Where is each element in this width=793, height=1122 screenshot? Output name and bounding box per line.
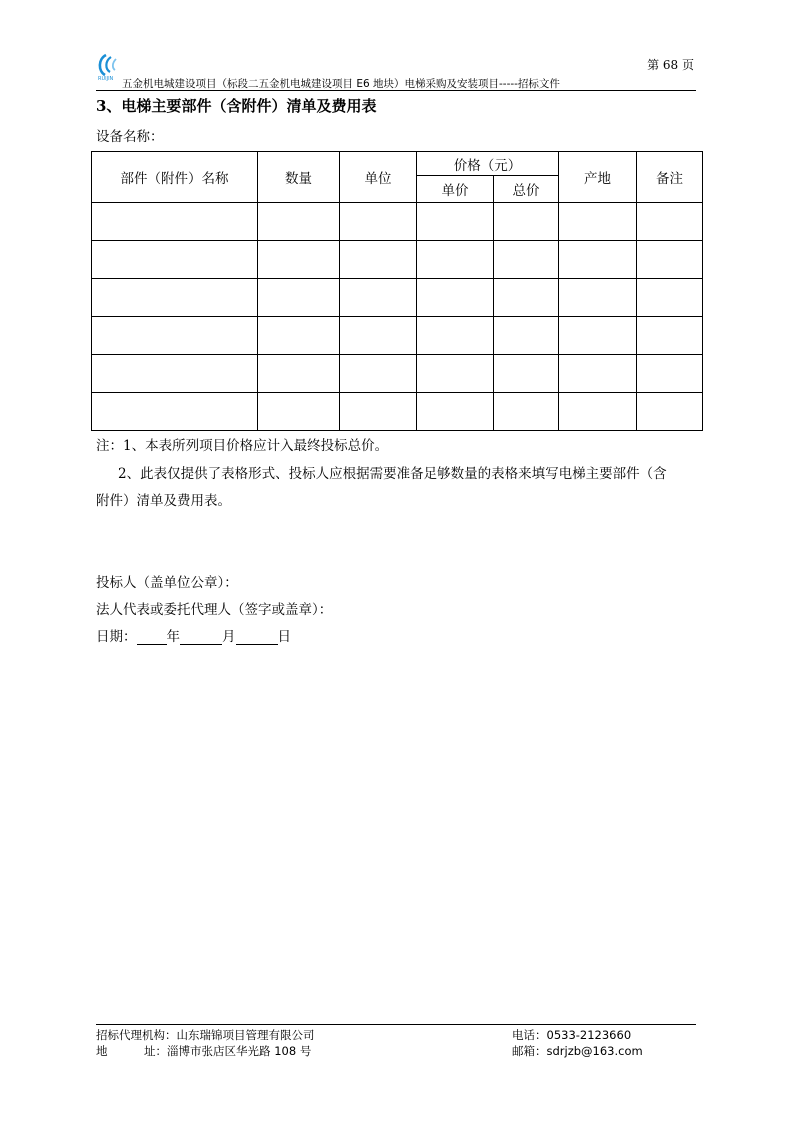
table-cell[interactable]	[92, 317, 258, 355]
day-blank[interactable]	[236, 630, 278, 645]
footer-divider	[96, 1024, 696, 1025]
table-cell[interactable]	[559, 317, 637, 355]
table-cell[interactable]	[340, 279, 417, 317]
table-cell[interactable]	[258, 317, 340, 355]
table-cell[interactable]	[494, 241, 559, 279]
header-part-name: 部件（附件）名称	[92, 152, 258, 203]
header-total-price: 总价	[494, 176, 559, 203]
page-number: 第 68 页	[647, 58, 694, 72]
table-cell[interactable]	[559, 279, 637, 317]
table-cell[interactable]	[559, 241, 637, 279]
year-label: 年	[166, 629, 180, 645]
table-cell[interactable]	[92, 393, 258, 431]
table-cell[interactable]	[637, 393, 703, 431]
table-cell[interactable]	[559, 393, 637, 431]
table-cell[interactable]	[637, 279, 703, 317]
parts-cost-table	[91, 151, 703, 431]
table-cell[interactable]	[417, 355, 494, 393]
table-cell[interactable]	[340, 317, 417, 355]
table-cell[interactable]	[417, 393, 494, 431]
table-cell[interactable]	[340, 355, 417, 393]
logo-text: RUIJIN	[98, 76, 114, 81]
table-cell[interactable]	[417, 317, 494, 355]
table-row	[92, 355, 703, 393]
table-cell[interactable]	[637, 355, 703, 393]
header-quantity: 数量	[258, 152, 340, 203]
note-2-continued: 附件）清单及费用表。	[96, 493, 231, 509]
table-row	[92, 203, 703, 241]
footer-address: 地 址：淄博市张店区华光路 108 号	[96, 1044, 312, 1058]
table-cell[interactable]	[559, 355, 637, 393]
table-cell[interactable]	[637, 203, 703, 241]
header-divider	[96, 90, 696, 91]
table-cell[interactable]	[417, 279, 494, 317]
header-price: 价格（元）	[417, 152, 559, 176]
footer-email: 邮箱：sdrjzb@163.com	[512, 1044, 643, 1058]
table-row	[92, 317, 703, 355]
month-blank[interactable]	[180, 630, 222, 645]
table-cell[interactable]	[340, 203, 417, 241]
document-header-title: 五金机电城建设项目（标段二五金机电城建设项目 E6 地块）电梯采购及安装项目-----招标文件	[122, 78, 560, 90]
table-cell[interactable]	[258, 393, 340, 431]
table-cell[interactable]	[559, 203, 637, 241]
table-cell[interactable]	[637, 241, 703, 279]
table-cell[interactable]	[494, 355, 559, 393]
month-label: 月	[222, 629, 236, 645]
table-cell[interactable]	[258, 355, 340, 393]
table-cell[interactable]	[494, 203, 559, 241]
table-cell[interactable]	[494, 279, 559, 317]
date-label: 日期：	[96, 629, 137, 645]
footer-phone: 电话：0533-2123660	[512, 1028, 632, 1042]
year-blank[interactable]	[137, 630, 167, 645]
table-cell[interactable]	[92, 241, 258, 279]
table-row	[92, 393, 703, 431]
table-cell[interactable]	[494, 393, 559, 431]
table-cell[interactable]	[417, 203, 494, 241]
table-cell[interactable]	[258, 279, 340, 317]
section-title: 3、电梯主要部件（含附件）清单及费用表	[96, 97, 377, 115]
table-cell[interactable]	[340, 241, 417, 279]
table-row	[92, 241, 703, 279]
header-unit-price: 单价	[417, 176, 494, 203]
bidder-seal-label: 投标人（盖单位公章）：	[96, 575, 238, 591]
table-cell[interactable]	[637, 317, 703, 355]
table-cell[interactable]	[92, 279, 258, 317]
table-cell[interactable]	[92, 355, 258, 393]
day-label: 日	[277, 629, 291, 645]
header-unit: 单位	[340, 152, 417, 203]
table-row	[92, 279, 703, 317]
table-cell[interactable]	[258, 203, 340, 241]
header-remark: 备注	[637, 152, 703, 203]
table-cell[interactable]	[258, 241, 340, 279]
table-cell[interactable]	[494, 317, 559, 355]
equipment-name-label: 设备名称：	[96, 129, 164, 145]
legal-rep-label: 法人代表或委托代理人（签字或盖章）：	[96, 602, 333, 618]
date-line	[96, 625, 291, 645]
footer-agency: 招标代理机构：山东瑞锦项目管理有限公司	[96, 1028, 315, 1042]
table-cell[interactable]	[340, 393, 417, 431]
table-cell[interactable]	[417, 241, 494, 279]
table-cell[interactable]	[92, 203, 258, 241]
header-origin: 产地	[559, 152, 637, 203]
note-2: 2、此表仅提供了表格形式、投标人应根据需要准备足够数量的表格来填写电梯主要部件（含	[118, 466, 667, 482]
note-1: 注：1、本表所列项目价格应计入最终投标总价。	[96, 438, 389, 454]
